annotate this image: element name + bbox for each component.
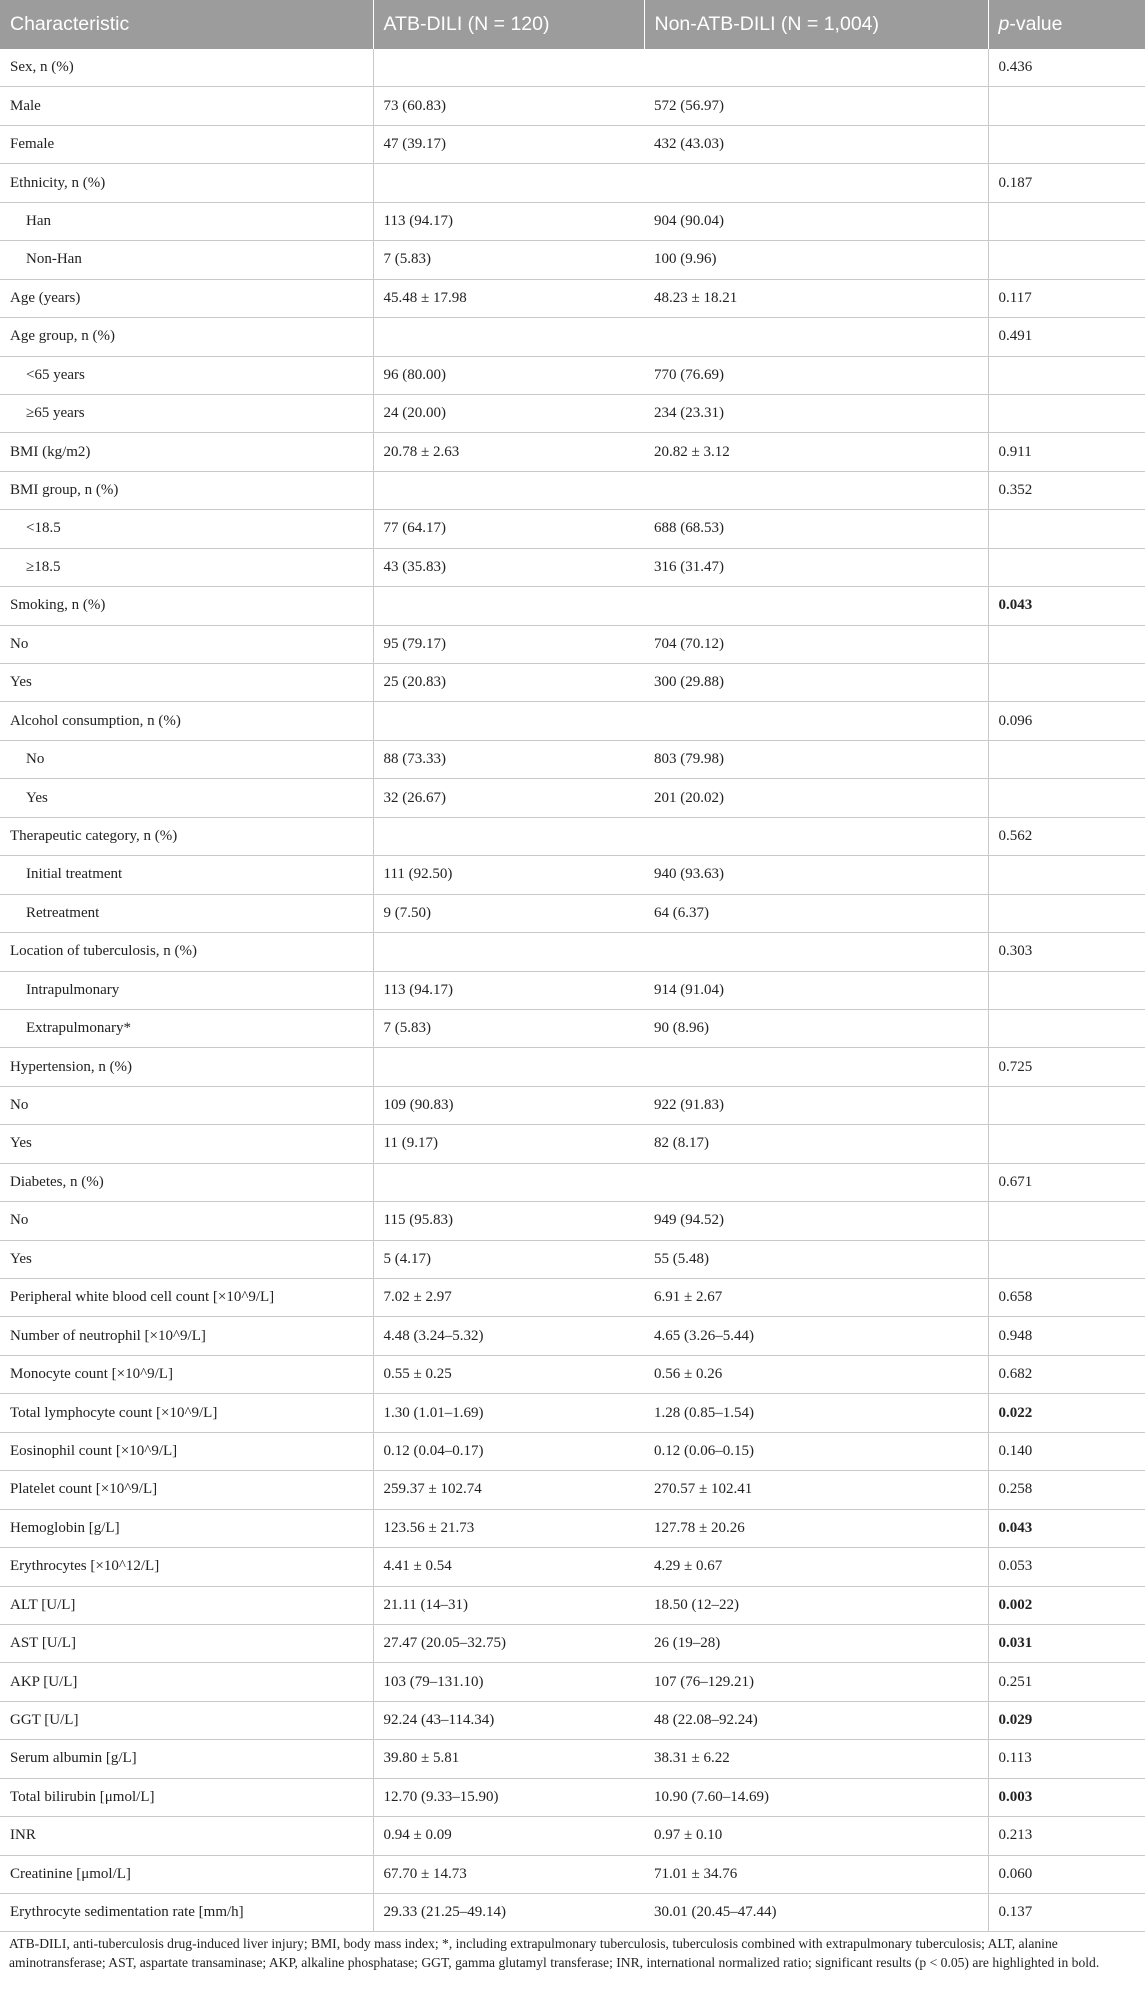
cell-p-value — [988, 625, 1145, 663]
header-p-value — [988, 0, 1145, 49]
cell-atb-dili: 96 (80.00) — [373, 356, 644, 394]
table-row — [0, 164, 1145, 202]
cell-non-atb-dili: 803 (79.98) — [644, 740, 988, 778]
cell-non-atb-dili: 4.65 (3.26–5.44) — [644, 1317, 988, 1355]
cell-p-value: 0.303 — [988, 933, 1145, 971]
table-row — [0, 471, 1145, 509]
cell-non-atb-dili: 688 (68.53) — [644, 510, 988, 548]
cell-non-atb-dili — [644, 164, 988, 202]
cell-non-atb-dili: 949 (94.52) — [644, 1202, 988, 1240]
header-atb-dili: ATB-DILI (N = 120) — [373, 0, 644, 49]
cell-atb-dili: 67.70 ± 14.73 — [373, 1855, 644, 1893]
cell-non-atb-dili: 55 (5.48) — [644, 1240, 988, 1278]
cell-characteristic: Erythrocytes [×10^12/L] — [0, 1548, 373, 1586]
cell-atb-dili: 11 (9.17) — [373, 1125, 644, 1163]
cell-characteristic: AKP [U/L] — [0, 1663, 373, 1701]
cell-atb-dili — [373, 817, 644, 855]
cell-non-atb-dili: 48.23 ± 18.21 — [644, 279, 988, 317]
table-row — [0, 1778, 1145, 1816]
cell-p-value: 0.022 — [988, 1394, 1145, 1432]
table-row — [0, 1624, 1145, 1662]
cell-p-value — [988, 202, 1145, 240]
cell-characteristic: Diabetes, n (%) — [0, 1163, 373, 1201]
cell-atb-dili: 5 (4.17) — [373, 1240, 644, 1278]
cell-p-value — [988, 241, 1145, 279]
cell-non-atb-dili: 914 (91.04) — [644, 971, 988, 1009]
cell-characteristic: ALT [U/L] — [0, 1586, 373, 1624]
cell-p-value: 0.682 — [988, 1355, 1145, 1393]
cell-non-atb-dili: 234 (23.31) — [644, 394, 988, 432]
cell-characteristic: BMI (kg/m2) — [0, 433, 373, 471]
cell-non-atb-dili: 18.50 (12–22) — [644, 1586, 988, 1624]
cell-non-atb-dili — [644, 702, 988, 740]
cell-p-value: 0.096 — [988, 702, 1145, 740]
cell-p-value: 0.029 — [988, 1701, 1145, 1739]
cell-p-value: 0.258 — [988, 1471, 1145, 1509]
cell-p-value: 0.003 — [988, 1778, 1145, 1816]
cell-characteristic: Han — [0, 202, 373, 240]
table-row — [0, 587, 1145, 625]
cell-characteristic: ≥65 years — [0, 394, 373, 432]
cell-p-value — [988, 394, 1145, 432]
table-row — [0, 664, 1145, 702]
cell-p-value: 0.213 — [988, 1817, 1145, 1855]
cell-atb-dili: 0.12 (0.04–0.17) — [373, 1432, 644, 1470]
cell-atb-dili: 47 (39.17) — [373, 125, 644, 163]
cell-characteristic: No — [0, 625, 373, 663]
cell-non-atb-dili: 107 (76–129.21) — [644, 1663, 988, 1701]
cell-atb-dili — [373, 1048, 644, 1086]
table-row — [0, 1740, 1145, 1778]
cell-p-value: 0.002 — [988, 1586, 1145, 1624]
cell-non-atb-dili: 10.90 (7.60–14.69) — [644, 1778, 988, 1816]
cell-atb-dili: 29.33 (21.25–49.14) — [373, 1894, 644, 1932]
cell-p-value — [988, 664, 1145, 702]
cell-characteristic: Extrapulmonary* — [0, 1009, 373, 1047]
table-row — [0, 1009, 1145, 1047]
table-row — [0, 125, 1145, 163]
cell-atb-dili — [373, 933, 644, 971]
table-row — [0, 1509, 1145, 1547]
cell-characteristic: Age (years) — [0, 279, 373, 317]
cell-non-atb-dili — [644, 318, 988, 356]
cell-non-atb-dili: 0.56 ± 0.26 — [644, 1355, 988, 1393]
cell-atb-dili: 24 (20.00) — [373, 394, 644, 432]
cell-atb-dili: 73 (60.83) — [373, 87, 644, 125]
cell-non-atb-dili: 201 (20.02) — [644, 779, 988, 817]
cell-non-atb-dili: 770 (76.69) — [644, 356, 988, 394]
cell-non-atb-dili — [644, 1163, 988, 1201]
header-characteristic: Characteristic — [0, 0, 373, 49]
table-row — [0, 548, 1145, 586]
cell-p-value — [988, 1009, 1145, 1047]
table-row — [0, 702, 1145, 740]
cell-characteristic: Non-Han — [0, 241, 373, 279]
cell-characteristic: Initial treatment — [0, 856, 373, 894]
cell-non-atb-dili: 940 (93.63) — [644, 856, 988, 894]
cell-characteristic: ≥18.5 — [0, 548, 373, 586]
cell-p-value — [988, 856, 1145, 894]
cell-atb-dili: 4.48 (3.24–5.32) — [373, 1317, 644, 1355]
cell-non-atb-dili — [644, 587, 988, 625]
cell-atb-dili: 111 (92.50) — [373, 856, 644, 894]
cell-atb-dili: 95 (79.17) — [373, 625, 644, 663]
cell-non-atb-dili: 4.29 ± 0.67 — [644, 1548, 988, 1586]
cell-p-value — [988, 1086, 1145, 1124]
cell-p-value — [988, 779, 1145, 817]
cell-p-value — [988, 510, 1145, 548]
table-header — [0, 0, 1145, 49]
table-footnote: ATB-DILI, anti-tuberculosis drug-induced liver injury; BMI, body mass index; *, including extrapulmonary tuberculosis, tuberculosis combined with extrapulmonary tuberculosis; ALT, alanine aminotransferase; AST, aspartate transaminase; AKP, alkaline phosphatase; GGT, gamma glutamyl transferase; INR, international normalized ratio; significant results (p < 0.05) are highlighted in bold. — [9, 1936, 1100, 1970]
cell-characteristic: Therapeutic category, n (%) — [0, 817, 373, 855]
cell-p-value — [988, 356, 1145, 394]
cell-p-value — [988, 740, 1145, 778]
cell-characteristic: Platelet count [×10^9/L] — [0, 1471, 373, 1509]
cell-p-value: 0.043 — [988, 587, 1145, 625]
cell-non-atb-dili: 432 (43.03) — [644, 125, 988, 163]
cell-non-atb-dili: 127.78 ± 20.26 — [644, 1509, 988, 1547]
table-row — [0, 1471, 1145, 1509]
table-row — [0, 1894, 1145, 1932]
cell-atb-dili — [373, 1163, 644, 1201]
cell-atb-dili: 109 (90.83) — [373, 1086, 644, 1124]
cell-atb-dili: 9 (7.50) — [373, 894, 644, 932]
cell-p-value: 0.187 — [988, 164, 1145, 202]
cell-characteristic: GGT [U/L] — [0, 1701, 373, 1739]
cell-non-atb-dili: 0.12 (0.06–0.15) — [644, 1432, 988, 1470]
cell-atb-dili: 88 (73.33) — [373, 740, 644, 778]
cell-characteristic: Alcohol consumption, n (%) — [0, 702, 373, 740]
cell-p-value: 0.043 — [988, 1509, 1145, 1547]
cell-atb-dili: 20.78 ± 2.63 — [373, 433, 644, 471]
header-non-atb-dili: Non-ATB-DILI (N = 1,004) — [644, 0, 988, 49]
cell-atb-dili: 7 (5.83) — [373, 1009, 644, 1047]
cell-non-atb-dili: 704 (70.12) — [644, 625, 988, 663]
cell-characteristic: No — [0, 740, 373, 778]
cell-characteristic: Eosinophil count [×10^9/L] — [0, 1432, 373, 1470]
cell-p-value: 0.117 — [988, 279, 1145, 317]
table-row — [0, 1586, 1145, 1624]
cell-p-value: 0.562 — [988, 817, 1145, 855]
cell-p-value: 0.491 — [988, 318, 1145, 356]
cell-non-atb-dili: 100 (9.96) — [644, 241, 988, 279]
cell-atb-dili: 123.56 ± 21.73 — [373, 1509, 644, 1547]
cell-p-value: 0.031 — [988, 1624, 1145, 1662]
cell-characteristic: Monocyte count [×10^9/L] — [0, 1355, 373, 1393]
cell-non-atb-dili: 90 (8.96) — [644, 1009, 988, 1047]
cell-p-value: 0.113 — [988, 1740, 1145, 1778]
cell-non-atb-dili: 71.01 ± 34.76 — [644, 1855, 988, 1893]
cell-non-atb-dili: 82 (8.17) — [644, 1125, 988, 1163]
cell-p-value — [988, 1240, 1145, 1278]
cell-atb-dili: 7 (5.83) — [373, 241, 644, 279]
cell-characteristic: Erythrocyte sedimentation rate [mm/h] — [0, 1894, 373, 1932]
cell-non-atb-dili: 30.01 (20.45–47.44) — [644, 1894, 988, 1932]
cell-p-value: 0.053 — [988, 1548, 1145, 1586]
table-row — [0, 779, 1145, 817]
cell-non-atb-dili: 904 (90.04) — [644, 202, 988, 240]
cell-characteristic: No — [0, 1086, 373, 1124]
cell-non-atb-dili — [644, 471, 988, 509]
cell-p-value: 0.137 — [988, 1894, 1145, 1932]
table-row — [0, 433, 1145, 471]
cell-characteristic: Number of neutrophil [×10^9/L] — [0, 1317, 373, 1355]
cell-atb-dili: 43 (35.83) — [373, 548, 644, 586]
cell-atb-dili: 45.48 ± 17.98 — [373, 279, 644, 317]
cell-characteristic: Retreatment — [0, 894, 373, 932]
table-row — [0, 87, 1145, 125]
cell-non-atb-dili: 270.57 ± 102.41 — [644, 1471, 988, 1509]
cell-characteristic: BMI group, n (%) — [0, 471, 373, 509]
table-row — [0, 318, 1145, 356]
cell-atb-dili: 1.30 (1.01–1.69) — [373, 1394, 644, 1432]
table-row — [0, 202, 1145, 240]
header-row — [0, 0, 1145, 49]
cell-characteristic: Total lymphocyte count [×10^9/L] — [0, 1394, 373, 1432]
table-row — [0, 1163, 1145, 1201]
table-body — [0, 49, 1145, 1932]
cell-characteristic: Sex, n (%) — [0, 49, 373, 87]
cell-atb-dili: 115 (95.83) — [373, 1202, 644, 1240]
table-row — [0, 1125, 1145, 1163]
cell-characteristic: Peripheral white blood cell count [×10^9/L] — [0, 1279, 373, 1317]
cell-characteristic: Serum albumin [g/L] — [0, 1740, 373, 1778]
table-row — [0, 1817, 1145, 1855]
cell-atb-dili: 77 (64.17) — [373, 510, 644, 548]
table-row — [0, 933, 1145, 971]
cell-atb-dili: 103 (79–131.10) — [373, 1663, 644, 1701]
cell-atb-dili: 39.80 ± 5.81 — [373, 1740, 644, 1778]
header-p-suffix: -value — [1009, 13, 1063, 35]
table-row — [0, 1355, 1145, 1393]
cell-p-value: 0.948 — [988, 1317, 1145, 1355]
cell-characteristic: Intrapulmonary — [0, 971, 373, 1009]
cell-non-atb-dili: 6.91 ± 2.67 — [644, 1279, 988, 1317]
cell-atb-dili: 25 (20.83) — [373, 664, 644, 702]
table-row — [0, 1432, 1145, 1470]
cell-atb-dili: 113 (94.17) — [373, 202, 644, 240]
cell-p-value — [988, 125, 1145, 163]
cell-p-value: 0.352 — [988, 471, 1145, 509]
cell-atb-dili: 113 (94.17) — [373, 971, 644, 1009]
cell-characteristic: Location of tuberculosis, n (%) — [0, 933, 373, 971]
table-row — [0, 625, 1145, 663]
cell-characteristic: Male — [0, 87, 373, 125]
table-row — [0, 971, 1145, 1009]
cell-characteristic: INR — [0, 1817, 373, 1855]
cell-p-value: 0.911 — [988, 433, 1145, 471]
cell-characteristic: Yes — [0, 664, 373, 702]
cell-atb-dili: 92.24 (43–114.34) — [373, 1701, 644, 1739]
table-row — [0, 241, 1145, 279]
cell-characteristic: Smoking, n (%) — [0, 587, 373, 625]
cell-characteristic: <18.5 — [0, 510, 373, 548]
cell-characteristic: Creatinine [μmol/L] — [0, 1855, 373, 1893]
cell-atb-dili: 4.41 ± 0.54 — [373, 1548, 644, 1586]
table-row — [0, 1701, 1145, 1739]
table-row — [0, 1240, 1145, 1278]
cell-atb-dili: 259.37 ± 102.74 — [373, 1471, 644, 1509]
header-p-italic: p — [998, 13, 1010, 35]
table-row — [0, 1394, 1145, 1432]
table-row — [0, 279, 1145, 317]
table-row — [0, 740, 1145, 778]
cell-characteristic: AST [U/L] — [0, 1624, 373, 1662]
cell-non-atb-dili: 316 (31.47) — [644, 548, 988, 586]
cell-p-value — [988, 87, 1145, 125]
cell-characteristic: Yes — [0, 779, 373, 817]
cell-non-atb-dili: 300 (29.88) — [644, 664, 988, 702]
cell-characteristic: <65 years — [0, 356, 373, 394]
cell-atb-dili — [373, 587, 644, 625]
cell-non-atb-dili: 0.97 ± 0.10 — [644, 1817, 988, 1855]
table-row — [0, 394, 1145, 432]
table-row — [0, 1202, 1145, 1240]
cell-atb-dili — [373, 318, 644, 356]
cell-non-atb-dili: 38.31 ± 6.22 — [644, 1740, 988, 1778]
table-row — [0, 1048, 1145, 1086]
cell-atb-dili: 7.02 ± 2.97 — [373, 1279, 644, 1317]
table-row — [0, 356, 1145, 394]
cell-non-atb-dili: 572 (56.97) — [644, 87, 988, 125]
cell-p-value — [988, 548, 1145, 586]
cell-non-atb-dili — [644, 49, 988, 87]
cell-non-atb-dili: 48 (22.08–92.24) — [644, 1701, 988, 1739]
cell-atb-dili: 27.47 (20.05–32.75) — [373, 1624, 644, 1662]
cell-p-value: 0.140 — [988, 1432, 1145, 1470]
cell-p-value — [988, 1202, 1145, 1240]
cell-p-value: 0.060 — [988, 1855, 1145, 1893]
cell-atb-dili — [373, 471, 644, 509]
table-row — [0, 1279, 1145, 1317]
cell-non-atb-dili: 20.82 ± 3.12 — [644, 433, 988, 471]
cell-p-value — [988, 971, 1145, 1009]
cell-atb-dili: 12.70 (9.33–15.90) — [373, 1778, 644, 1816]
cell-p-value — [988, 894, 1145, 932]
table-row — [0, 1086, 1145, 1124]
table-row — [0, 49, 1145, 87]
cell-non-atb-dili: 1.28 (0.85–1.54) — [644, 1394, 988, 1432]
table-row — [0, 510, 1145, 548]
table-row — [0, 856, 1145, 894]
cell-atb-dili: 21.11 (14–31) — [373, 1586, 644, 1624]
cell-atb-dili: 32 (26.67) — [373, 779, 644, 817]
cell-p-value: 0.658 — [988, 1279, 1145, 1317]
cell-non-atb-dili — [644, 933, 988, 971]
cell-characteristic: Total bilirubin [μmol/L] — [0, 1778, 373, 1816]
table-row — [0, 1663, 1145, 1701]
cell-characteristic: Yes — [0, 1240, 373, 1278]
cell-non-atb-dili: 64 (6.37) — [644, 894, 988, 932]
cell-characteristic: Female — [0, 125, 373, 163]
cell-characteristic: Ethnicity, n (%) — [0, 164, 373, 202]
cell-atb-dili: 0.94 ± 0.09 — [373, 1817, 644, 1855]
cell-characteristic: No — [0, 1202, 373, 1240]
table-row — [0, 1317, 1145, 1355]
cell-p-value: 0.725 — [988, 1048, 1145, 1086]
table-row — [0, 894, 1145, 932]
cell-non-atb-dili: 922 (91.83) — [644, 1086, 988, 1124]
cell-atb-dili — [373, 49, 644, 87]
cell-p-value: 0.436 — [988, 49, 1145, 87]
cell-non-atb-dili — [644, 1048, 988, 1086]
cell-characteristic: Hypertension, n (%) — [0, 1048, 373, 1086]
cell-characteristic: Age group, n (%) — [0, 318, 373, 356]
table-row — [0, 1855, 1145, 1893]
cell-p-value: 0.671 — [988, 1163, 1145, 1201]
cell-p-value: 0.251 — [988, 1663, 1145, 1701]
cell-p-value — [988, 1125, 1145, 1163]
cell-characteristic: Hemoglobin [g/L] — [0, 1509, 373, 1547]
cell-characteristic: Yes — [0, 1125, 373, 1163]
table-row — [0, 817, 1145, 855]
cell-atb-dili: 0.55 ± 0.25 — [373, 1355, 644, 1393]
cell-atb-dili — [373, 702, 644, 740]
cell-atb-dili — [373, 164, 644, 202]
cell-non-atb-dili: 26 (19–28) — [644, 1624, 988, 1662]
table-row — [0, 1548, 1145, 1586]
cell-non-atb-dili — [644, 817, 988, 855]
